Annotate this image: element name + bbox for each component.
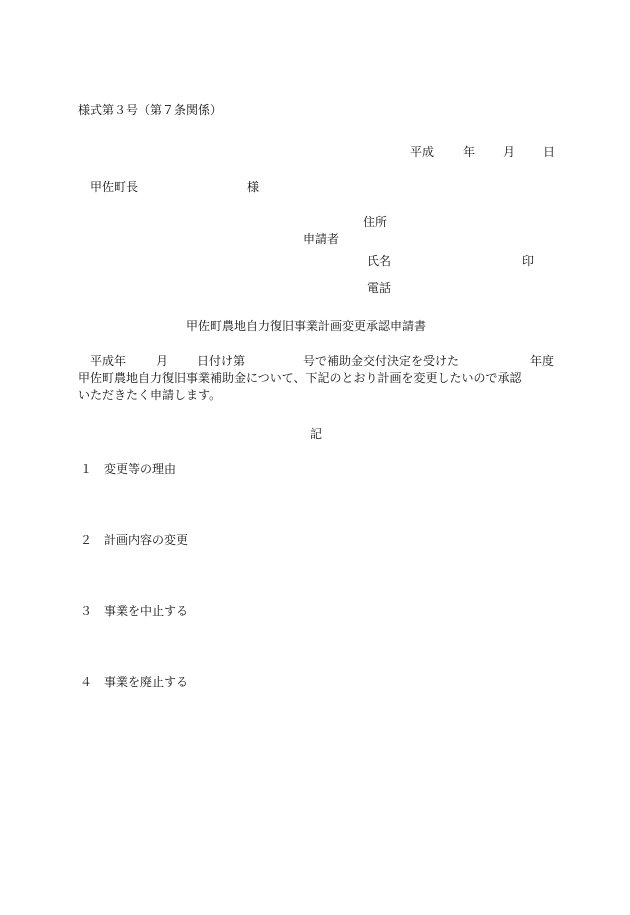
addressee-name: 甲佐町長 bbox=[90, 180, 139, 194]
ki-heading: 記 bbox=[310, 427, 323, 441]
body-fiscal-year: 年度 bbox=[530, 354, 555, 368]
item-1-number: １ bbox=[80, 462, 93, 476]
body-number-suffix: 号で補助金交付決定を受けた bbox=[303, 354, 460, 368]
document-title: 甲佐町農地自力復旧事業計画変更承認申請書 bbox=[186, 319, 427, 333]
item-2-number: ２ bbox=[80, 533, 93, 547]
phone-label: 電話 bbox=[367, 281, 392, 295]
body-date-ref: 日付け第 bbox=[197, 354, 246, 368]
item-3-number: ３ bbox=[80, 604, 93, 618]
date-year-label: 年 bbox=[463, 145, 476, 159]
body-line-2: 甲佐町農地自力復旧事業補助金について、下記のとおり計画を変更したいので承認 bbox=[78, 371, 522, 385]
name-label: 氏名 bbox=[367, 254, 392, 268]
date-era: 平成 bbox=[410, 145, 435, 159]
item-4-number: ４ bbox=[80, 675, 93, 689]
applicant-label: 申請者 bbox=[303, 232, 340, 246]
seal-mark: 印 bbox=[522, 254, 535, 268]
address-label: 住所 bbox=[363, 215, 388, 229]
item-1-label: 変更等の理由 bbox=[104, 462, 177, 476]
body-era-year: 平成年 bbox=[90, 354, 127, 368]
item-2-label: 計画内容の変更 bbox=[104, 533, 189, 547]
date-day-label: 日 bbox=[543, 145, 556, 159]
body-line-3: いただきたく申請します。 bbox=[78, 388, 222, 402]
addressee-honorific: 様 bbox=[247, 180, 260, 194]
form-number: 様式第３号（第７条関係） bbox=[78, 103, 223, 117]
item-4-label: 事業を廃止する bbox=[104, 675, 189, 689]
date-month-label: 月 bbox=[503, 145, 516, 159]
item-3-label: 事業を中止する bbox=[104, 604, 189, 618]
body-month: 月 bbox=[156, 354, 169, 368]
